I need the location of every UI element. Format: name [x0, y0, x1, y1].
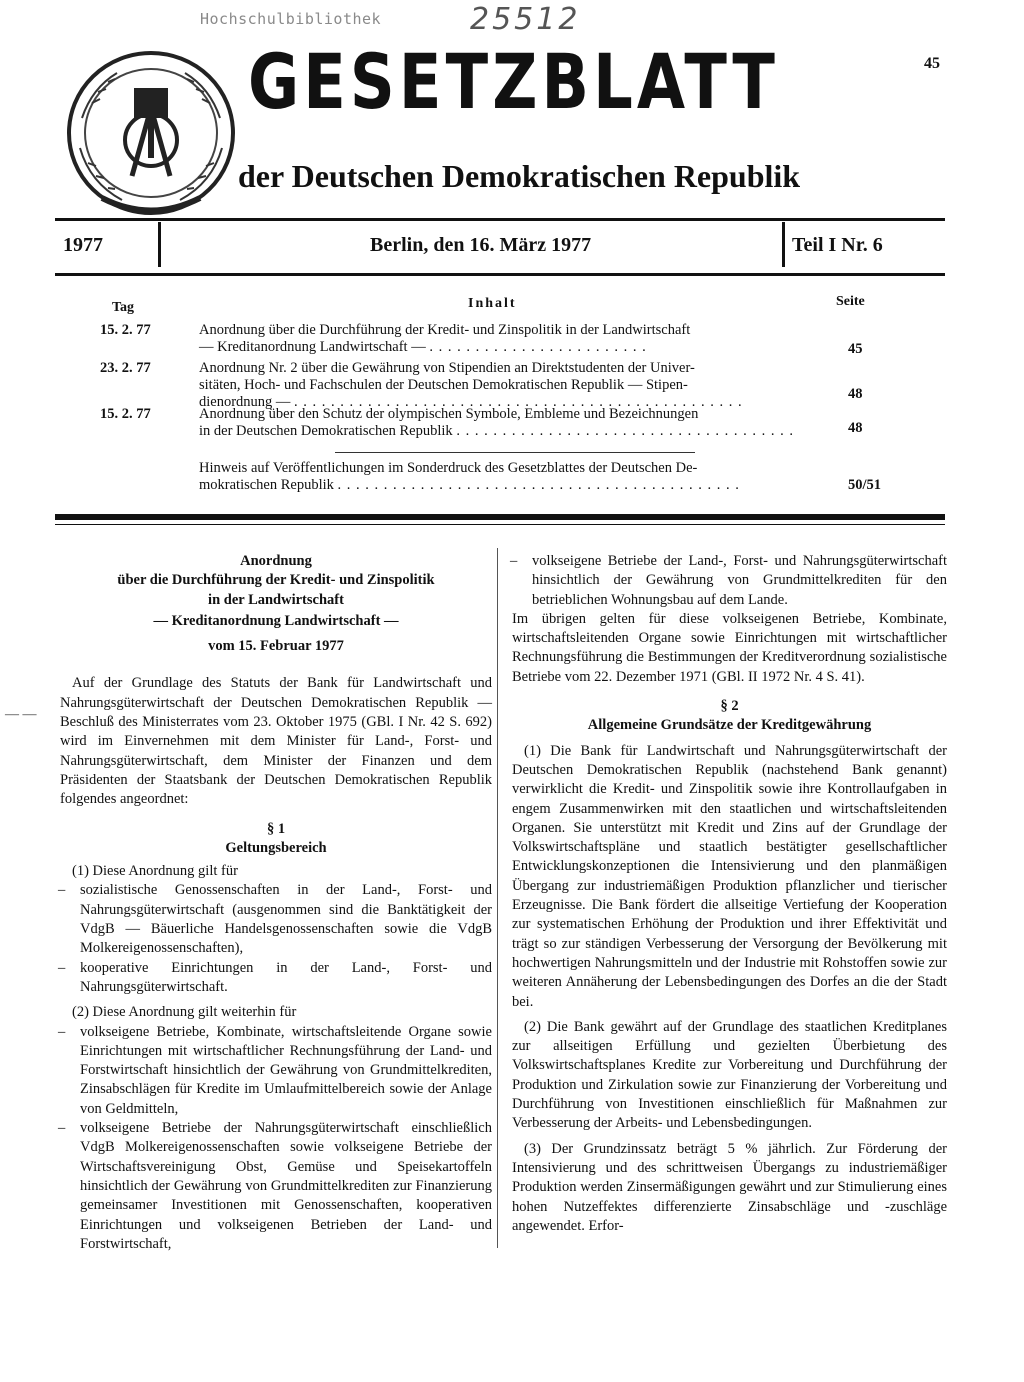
issue-year: 1977 [63, 234, 103, 256]
toc-column-date: Tag [112, 300, 135, 315]
toc-hint [72, 460, 892, 496]
library-stamp: Hochschulbibliothek [200, 10, 382, 28]
page-number: 45 [924, 55, 940, 72]
toc-entry [72, 406, 892, 442]
toc-entry-date: 15. 2. 77 [100, 406, 151, 422]
toc-entry-text: — Kreditanordnung Landwirtschaft — . . . . . . . . . . . . . . . . . . . . . . . . [199, 339, 647, 355]
paragraph: (2) Diese Anordnung gilt weiterhin für [72, 1004, 297, 1021]
list-item [60, 959, 492, 998]
toc-entry-date: 23. 2. 77 [100, 360, 151, 376]
divider [158, 222, 161, 267]
list-item-text: volkseigene Betriebe, Kombinate, wirtschaftsleitende Organe sowie Einrichtungen mit wirtschaftlicher Rechnungsführung der Land- und Forstwirtschaft hinsichtlich der Gewährung von Grundmittelkrediten, Zinsabschlägen für Kredite im Umlaufmittelbereich sowie der Anlage von Geldmitteln, [80, 1023, 492, 1117]
dash-bullet: – [58, 959, 66, 976]
paragraph: (2) Die Bank gewährt auf der Grundlage des staatlichen Kreditplanes zur allseitigen Erfüllung und gezielten Überbietung des Volkswirtschaftsplanes Kredite zur Vorbereitung und Durchführung der Produktion und Zirkulation sowie zur Finanzierung der Vorbereitung und Durchführung von Investitionen einschließlich für Maßnahmen zur Verbesserung der Arbeits- und Lebensbedingungen. [512, 1018, 947, 1132]
article-title: in der Landwirtschaft [208, 591, 344, 608]
list-item-text: volkseigene Betriebe der Land-, Forst- und Nahrungsgüterwirtschaft hinsichtlich der Gewährung von Grundmittelkrediten für den betrieblichen Wohnungsbau auf dem Lande. [532, 553, 947, 608]
margin-mark: — — [5, 707, 37, 722]
preamble-paragraph: Auf der Grundlage des Statuts der Bank für Landwirtschaft und Nahrungsgüterwirtschaft der Deutschen Demokratischen Republik — Beschluß des Ministerrates vom 23. Oktober 1975 (GBl. I Nr. 42 S. 692) wird im Einvernehmen mit dem Minister für Land-, Forst- und Nahrungsgüterwirtschaft, dem Minister der Finanzen und dem Präsidenten der Staatsbank der Deutschen Demokratischen Republik folgendes angeordnet: [60, 675, 492, 808]
dash-bullet: – [58, 1023, 66, 1040]
toc-entry-text-line: dienordnung — [199, 394, 291, 410]
toc-entry-page: 48 [848, 386, 863, 402]
article-short-title: — Kreditanordnung Landwirtschaft — [153, 612, 399, 629]
toc-entry-text: in der Deutschen Demokratischen Republik . . . . . . . . . . . . . . . . . . . . . . . . . . . . . . . . . . . . . [199, 423, 794, 439]
dash-bullet: – [58, 1120, 66, 1137]
toc-entry-text: Anordnung über die Durchführung der Kredit- und Zinspolitik in der Landwirtschaft [199, 322, 691, 338]
issue-number: Teil I Nr. 6 [792, 234, 883, 256]
publication-subtitle: der Deutschen Demokratischen Republik [238, 158, 801, 194]
toc-heading: Inhalt [468, 296, 517, 311]
article-title: Anordnung [240, 553, 312, 569]
left-column [60, 552, 492, 1254]
toc-entry-text-line: — Kreditanordnung Landwirtschaft — [199, 339, 426, 355]
column-divider [497, 548, 498, 1248]
toc-column-page: Seite [836, 294, 865, 309]
toc-entry-text-line: in der Deutschen Demokratischen Republik [199, 423, 453, 439]
section-number: § 2 [720, 698, 739, 715]
toc-entry-text: dienordnung — . . . . . . . . . . . . . . . . . . . . . . . . . . . . . . . . . . . . . . . . . . . . . . . . . [199, 394, 743, 410]
toc-entry-text: sitäten, Hoch- und Fachschulen der Deutschen Demokratischen Republik — Stipen- [199, 377, 688, 393]
list-item-text: volkseigene Betriebe der Nahrungsgüterwirtschaft einschließlich VdgB Molkereigenossenschaften sowie volkseigene Betriebe der Wirtschaftsvereinigung Obst, Gemüse und Speisekartoffeln hinsichtlich der Gewährung von Grundmittelkrediten zur Finanzierung gemeinsamer Investitionen mit Genossenschaften, kooperativen Einrichtungen und volkseigenen Betrieben der Land- und Forstwirtschaft, [80, 1120, 492, 1252]
list-item [512, 552, 947, 610]
section-number: § 1 [266, 820, 286, 837]
issue-place-date: Berlin, den 16. März 1977 [370, 234, 592, 256]
toc-hint-text-line: mokratischen Republik [199, 477, 334, 493]
toc-entry [72, 322, 892, 358]
list-item [60, 1119, 492, 1254]
paragraph: Im übrigen gelten für diese volkseigenen Betriebe, Kombinate, wirtschaftsleitenden Organe sowie Einrichtungen mit wirtschaftlicher Rechnungsführung die Bestimmungen der Kreditverordnung sozialistische Betriebe vom 22. Dezember 1971 (GBl. II 1972 Nr. 4 S. 41). [512, 610, 947, 685]
list-item-text: sozialistische Genossenschaften in der Land-, Forst- und Nahrungsgüterwirtschaft (ausgenommen sind die Banktätigkeit der VdgB — Bäuerliche Handelsgenossenschaften sowie die VdgB Molkereigenossenschaften), [80, 882, 492, 957]
paragraph: (1) Die Bank für Landwirtschaft und Nahrungsgüterwirtschaft der Deutschen Demokratischen Republik (nachstehend Bank genannt) verwirklicht die Kredit- und Zinspolitik sowie ihre Kontrollaufgaben in engem Zusammenwirken mit den staatlichen und wirtschaftsleitenden Organen. Sie unterstützt mit Kredit und Zins auf der Grundlage der Volkswirtschaftspläne und staatlich bestätigter gesellschaftlicher Entwicklungskonzeptionen die Intensivierung und den planmäßigen Übergang zur industriemäßigen Produktion pflanzlicher und tierischer Erzeugnisse. Die Bank fördert die allseitige Vertiefung der Kooperation zur systematischen Erhöhung der Produktion und ihrer Effektivität und trägt so zur ständigen Verbesserung der Versorgung der Bevölkerung mit hochwertigen Nahrungsmitteln und der Industrie mit Rohstoffen sowie zur weiteren Annäherung der Lebensbedingungen des Dorfes an die der Stadt bei. [512, 742, 947, 1010]
paragraph: (3) Der Grundzinssatz beträgt 5 % jährlich. Zur Förderung der Intensivierung und des schrittweisen Übergangs zu industriemäßiger Produktion werden Zinsermäßigungen gewährt und zur Stimulierung eines hohen Nutzeffektes differenzierte Zinsabschläge und -zuschläge angewendet. Erfor- [512, 1140, 947, 1234]
toc-entry-page: 45 [848, 341, 863, 357]
section-title: Geltungsbereich [225, 839, 327, 856]
toc-separator [335, 452, 695, 453]
toc-hint-text: mokratischen Republik . . . . . . . . . . . . . . . . . . . . . . . . . . . . . . . . . . . . . . . . . . . . [199, 477, 740, 493]
section-rule [55, 524, 945, 525]
list-item [60, 881, 492, 958]
section-title: Allgemeine Grundsätze der Kreditgewährung [587, 717, 872, 734]
toc-hint-text: Hinweis auf Veröffentlichungen im Sonderdruck des Gesetzblattes der Deutschen De- [199, 460, 698, 476]
toc-entry-date: 15. 2. 77 [100, 322, 151, 338]
toc-entry-text: Anordnung über den Schutz der olympischen Symbole, Embleme und Bezeichnungen [199, 406, 699, 422]
divider [782, 222, 785, 267]
article-title: über die Durchführung der Kredit- und Zinspolitik [117, 572, 435, 589]
section-rule [55, 514, 945, 520]
state-emblem-icon [62, 48, 240, 218]
toc-hint-page: 50/51 [848, 477, 882, 493]
toc-entry-text: Anordnung Nr. 2 über die Gewährung von Stipendien an Direktstudenten der Univer- [199, 360, 695, 376]
handwritten-number: 25512 [470, 2, 581, 37]
article-date: vom 15. Februar 1977 [208, 638, 344, 655]
paragraph: (1) Diese Anordnung gilt für [72, 863, 238, 880]
right-column [512, 552, 947, 1236]
publication-title: GESETZBLATT [248, 37, 780, 126]
list-item [60, 1023, 492, 1119]
dash-bullet: – [58, 882, 66, 899]
dash-bullet: – [510, 553, 518, 569]
list-item-text: kooperative Einrichtungen in der Land-, Forst- und Nahrungsgüterwirtschaft. [80, 959, 492, 995]
toc-entry-page: 48 [848, 420, 863, 436]
